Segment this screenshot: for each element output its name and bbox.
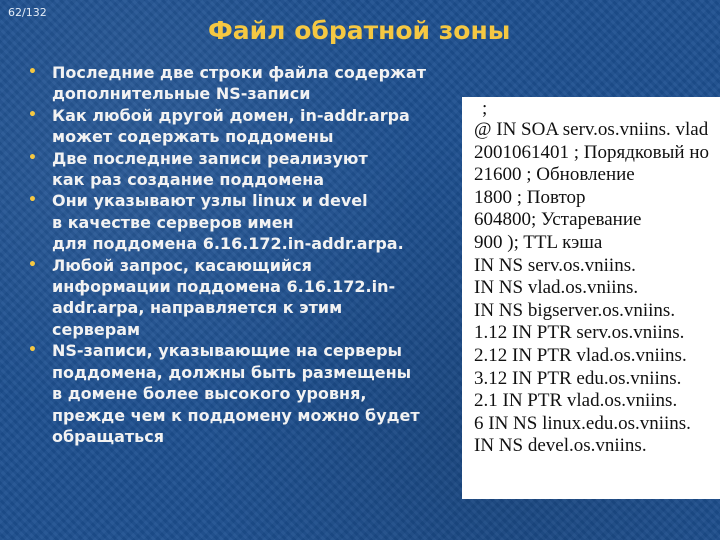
- bullet-item: [22, 340, 467, 447]
- zone-file-line: @ IN SOA serv.os.vniins. vlad: [474, 119, 709, 140]
- zone-file-line: IN NS devel.os.vniins.: [474, 435, 647, 457]
- bullet-text: Любой запрос, касающийся информации поддомена 6.16.172.in- addr.arpa, направляется к этим серверам: [52, 255, 396, 339]
- zone-file-line: 6 IN NS linux.edu.os.vniins.: [474, 412, 691, 434]
- zone-file-panel: [462, 97, 720, 499]
- zone-file-line: 2.1 IN PTR vlad.os.vniins.: [474, 390, 678, 412]
- bullet-text: Две последние записи реализуют как раз создание поддомена: [52, 148, 368, 190]
- slide-title: Файл обратной зоны: [208, 16, 511, 45]
- bullet-item: [22, 62, 467, 105]
- zone-file-line: 3.12 IN PTR edu.os.vniins.: [474, 367, 682, 389]
- zone-file-line: 2.12 IN PTR vlad.os.vniins.: [474, 344, 687, 366]
- zone-file-line: IN NS bigserver.os.vniins.: [474, 299, 676, 321]
- zone-file-line: 1800 ; Повтор: [474, 186, 586, 208]
- zone-file-line: 1.12 IN PTR serv.os.vniins.: [474, 322, 685, 344]
- bullet-marker-icon: •: [28, 149, 37, 166]
- zone-file-line: 604800; Устаревание: [474, 209, 642, 231]
- zone-file-line: 900 ); TTL кэша: [474, 231, 603, 253]
- bullet-text: Они указывают узлы linux и devel в качестве серверов имен для поддомена 6.16.172.in-addr.arpa.: [52, 191, 404, 254]
- bullet-list: [22, 62, 467, 447]
- zone-file-line: 21600 ; Обновление: [474, 164, 635, 186]
- zone-file-line: IN NS serv.os.vniins.: [474, 254, 636, 276]
- bullet-text: Как любой другой домен, in-addr.arpa может содержать поддомены: [52, 105, 410, 147]
- bullet-marker-icon: •: [28, 106, 37, 123]
- bullet-item: [22, 255, 467, 341]
- zone-file-line: ;: [482, 98, 488, 119]
- bullet-marker-icon: •: [28, 342, 37, 359]
- bullet-text: Последние две строки файла содержат дополнительные NS-записи: [52, 63, 427, 104]
- zone-file-line: 2001061401 ; Порядковый но: [474, 141, 709, 163]
- bullet-marker-icon: •: [28, 64, 37, 80]
- bullet-item: [22, 148, 467, 191]
- bullet-marker-icon: •: [28, 192, 37, 209]
- zone-file-line: IN NS vlad.os.vniins.: [474, 277, 639, 299]
- bullet-marker-icon: •: [28, 256, 37, 273]
- page-number: 62/132: [8, 6, 47, 19]
- bullet-item: [22, 190, 467, 254]
- bullet-item: [22, 105, 467, 148]
- bullet-text: NS-записи, указывающие на серверы поддомена, должны быть размещены в домене более высокого уровня, прежде чем к поддомену можно будет обращаться: [52, 341, 420, 446]
